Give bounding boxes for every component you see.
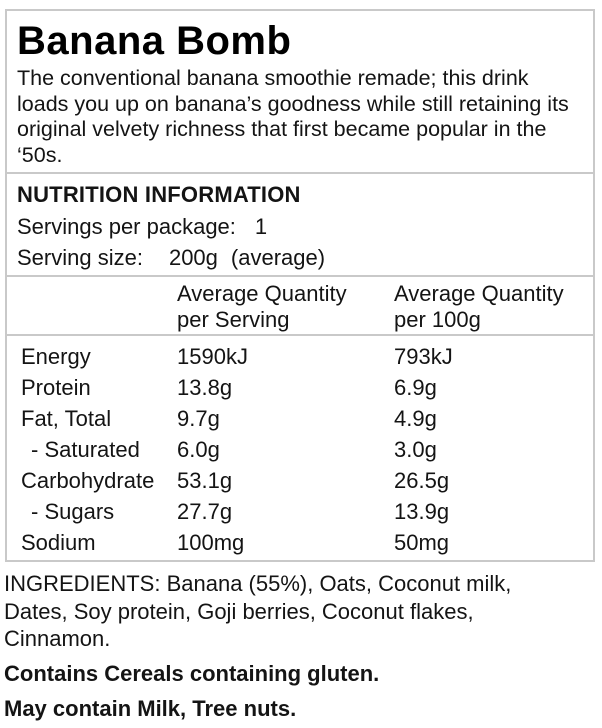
nutrient-label: - Sugars xyxy=(31,499,115,524)
nutrient-row-saturated xyxy=(7,434,593,465)
table-header-per-serving xyxy=(177,281,394,334)
nutrient-row-fat-total xyxy=(7,403,593,434)
nutrient-per-100g: 4.9g xyxy=(394,406,437,431)
product-description: The conventional banana smoothie remade; this drink loads you up on banana’s goodness while still retaining its original velvety richness that first became popular in the ‘50s. xyxy=(17,66,569,167)
table-header-row xyxy=(7,277,593,336)
per-100g-header-line2: per 100g xyxy=(394,307,481,332)
per-serving-header-line1: Average Quantity xyxy=(177,281,347,306)
nutrient-per-serving: 9.7g xyxy=(177,406,220,431)
nutrient-row-carbohydrate xyxy=(7,465,593,496)
servings-per-package-row xyxy=(17,211,583,242)
table-header-per-100g xyxy=(394,281,593,334)
nutrient-row-sugars xyxy=(7,496,593,527)
nutrient-per-serving: 13.8g xyxy=(177,375,233,400)
nutrient-per-serving: 27.7g xyxy=(177,499,233,524)
serving-size-label: Serving size: xyxy=(17,245,143,270)
nutrient-label: - Saturated xyxy=(31,437,140,462)
product-title: Banana Bomb xyxy=(17,19,292,63)
nutrient-table-body xyxy=(7,336,593,560)
product-intro-section xyxy=(7,11,593,174)
nutrient-per-100g: 13.9g xyxy=(394,499,450,524)
ingredients-text: INGREDIENTS: Banana (55%), Oats, Coconut milk, Dates, Soy protein, Goji berries, Coconut flakes, Cinnamon. xyxy=(4,571,512,651)
nutrition-label-box xyxy=(5,9,595,562)
table-header-spacer xyxy=(21,281,177,334)
nutrient-row-protein xyxy=(7,372,593,403)
nutrient-per-serving: 100mg xyxy=(177,530,245,555)
serving-size-value: 200g xyxy=(168,245,218,270)
serving-size-row xyxy=(17,242,583,273)
servings-per-package-value: 1 xyxy=(254,214,268,239)
nutrient-per-100g: 793kJ xyxy=(394,344,453,369)
nutrition-heading: NUTRITION INFORMATION xyxy=(17,182,301,207)
per-serving-header-line2: per Serving xyxy=(177,307,290,332)
serving-size-note: (average) xyxy=(230,245,326,270)
nutrient-per-serving: 53.1g xyxy=(177,468,233,493)
servings-per-package-label: Servings per package: xyxy=(17,214,236,239)
nutrient-label: Sodium xyxy=(21,530,96,555)
allergen-contains-statement: Contains Cereals containing gluten. xyxy=(4,660,380,686)
nutrient-label: Fat, Total xyxy=(21,406,112,431)
nutrient-per-100g: 3.0g xyxy=(394,437,437,462)
per-100g-header-line1: Average Quantity xyxy=(394,281,564,306)
nutrition-info-section xyxy=(7,174,593,277)
nutrient-row-energy xyxy=(7,341,593,372)
nutrient-per-100g: 6.9g xyxy=(394,375,437,400)
allergen-may-contain-statement: May contain Milk, Tree nuts. xyxy=(4,695,297,721)
nutrient-row-sodium xyxy=(7,527,593,558)
nutrient-per-serving: 6.0g xyxy=(177,437,220,462)
nutrient-per-serving: 1590kJ xyxy=(177,344,248,369)
nutrient-label: Protein xyxy=(21,375,91,400)
nutrient-per-100g: 50mg xyxy=(394,530,450,555)
nutrient-label: Energy xyxy=(21,344,91,369)
nutrient-per-100g: 26.5g xyxy=(394,468,450,493)
nutrient-label: Carbohydrate xyxy=(21,468,155,493)
